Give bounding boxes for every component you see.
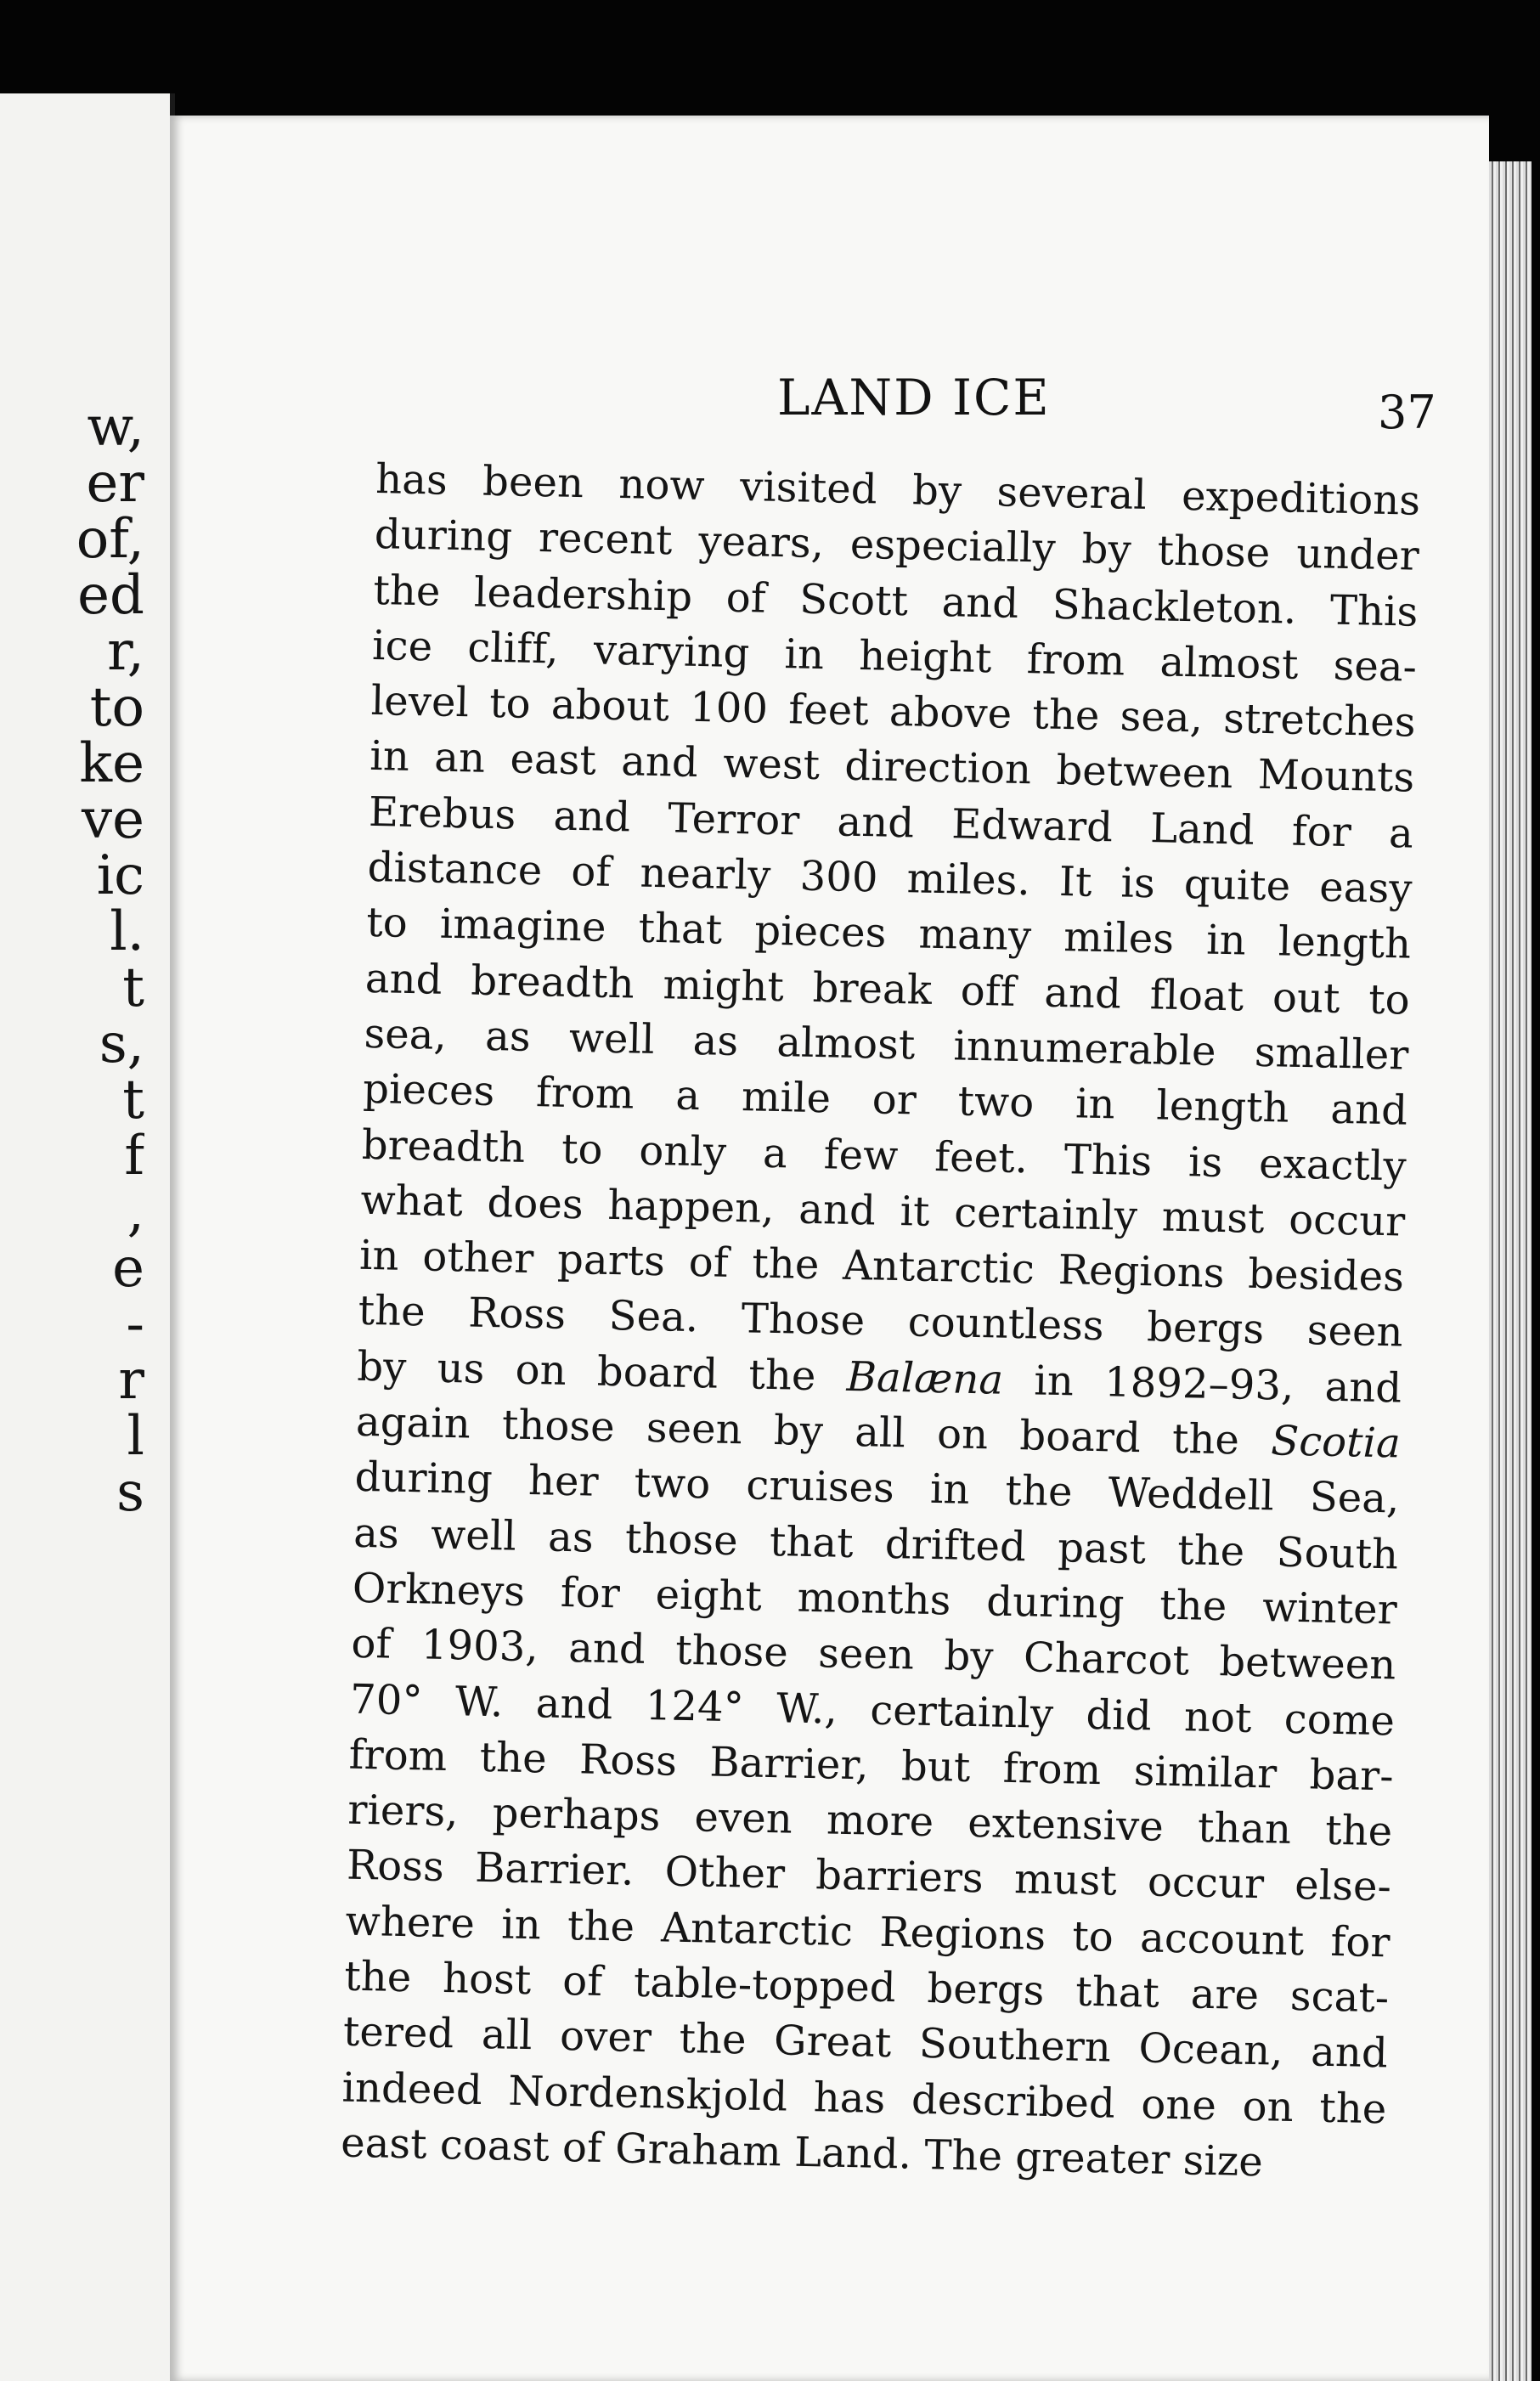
previous-page-fragment: e bbox=[112, 1240, 144, 1296]
previous-page-fragment: r bbox=[118, 1352, 144, 1408]
text-line: 70° W. and 124° W., certainly did not come bbox=[349, 1675, 1396, 1745]
previous-page-fragment: l bbox=[127, 1408, 144, 1464]
previous-page-fragment: s bbox=[116, 1464, 144, 1521]
previous-page-fragment: ed bbox=[77, 567, 144, 623]
text-line: level to about 100 feet above the sea, stretches bbox=[370, 677, 1417, 747]
previous-page-fragment: s, bbox=[99, 1016, 144, 1072]
text-line: pieces from a mile or two in length and bbox=[362, 1065, 1408, 1135]
text-segment: by us on board the bbox=[356, 1342, 817, 1400]
page-number: 37 bbox=[1378, 386, 1436, 439]
previous-page-line-fragments bbox=[0, 399, 144, 1521]
text-line: during recent years, especially by those under bbox=[374, 511, 1420, 581]
previous-page-fragment: ke bbox=[79, 736, 144, 792]
text-line: as well as those that drifted past the South bbox=[353, 1509, 1399, 1579]
text-line: the host of table-topped bergs that are scat- bbox=[343, 1952, 1390, 2023]
page-body-text bbox=[341, 452, 1421, 2193]
text-line: has been now visited by several expeditions bbox=[375, 454, 1421, 525]
text-line: during her two cruises in the Weddell Sea, bbox=[354, 1453, 1401, 1523]
previous-page-fragment: , bbox=[127, 1184, 144, 1240]
ship-name-scotia: Scotia bbox=[1270, 1417, 1402, 1468]
text-line: Orkneys for eight months during the winter bbox=[352, 1564, 1398, 1634]
text-line: where in the Antarctic Regions to account for bbox=[345, 1897, 1391, 1967]
text-line: of 1903, and those seen by Charcot between bbox=[351, 1619, 1396, 1690]
text-line: Ross Barrier. Other barriers must occur else- bbox=[346, 1842, 1392, 1911]
running-head: LAND ICE bbox=[777, 369, 1051, 426]
previous-page-fragment: t bbox=[122, 960, 144, 1016]
previous-page-fragment: to bbox=[89, 680, 144, 736]
previous-page-fragment: of, bbox=[76, 511, 144, 567]
previous-page-fragment: er bbox=[86, 455, 144, 511]
text-line: ice cliff, varying in height from almost sea- bbox=[371, 621, 1418, 691]
text-line: in other parts of the Antarctic Regions besides bbox=[358, 1231, 1405, 1301]
ship-name-balaena: Balæna bbox=[846, 1352, 1004, 1404]
text-line: to imagine that pieces many miles in length bbox=[365, 899, 1412, 969]
text-segment: again those seen by all on board the bbox=[355, 1397, 1240, 1464]
previous-page-edge bbox=[0, 93, 175, 2381]
text-line: sea, as well as almost innumerable smaller bbox=[364, 1009, 1409, 1080]
text-line: the Ross Sea. Those countless bergs seen bbox=[358, 1287, 1404, 1357]
text-line: riers, perhaps even more extensive than the bbox=[347, 1786, 1393, 1856]
previous-page-fragment: ve bbox=[81, 792, 144, 848]
previous-page-fragment: - bbox=[126, 1296, 144, 1352]
text-line: breadth to only a few feet. This is exactly bbox=[361, 1120, 1407, 1191]
text-line: and breadth might break off and float out to bbox=[364, 954, 1411, 1024]
book-page bbox=[170, 116, 1489, 2381]
text-line: in an east and west direction between Mounts bbox=[369, 732, 1415, 803]
previous-page-fragment: t bbox=[122, 1072, 144, 1128]
previous-page-fragment: r, bbox=[107, 623, 144, 680]
text-line: the leadership of Scott and Shackleton. This bbox=[373, 566, 1419, 636]
text-line: Erebus and Terror and Edward Land for a bbox=[368, 787, 1414, 858]
text-line: indeed Nordenskjold has described one on the bbox=[341, 2063, 1387, 2133]
previous-page-fragment: ic bbox=[96, 848, 144, 904]
text-segment: in 1892–93, and bbox=[1033, 1357, 1402, 1413]
previous-page-fragment: f bbox=[124, 1128, 144, 1184]
text-line: tered all over the Great Southern Ocean, and bbox=[342, 2007, 1389, 2078]
previous-page-fragment: l. bbox=[110, 904, 144, 960]
text-line: distance of nearly 300 miles. It is quite easy bbox=[367, 843, 1413, 913]
previous-page-fragment: w, bbox=[87, 399, 144, 455]
text-line: what does happen, and it certainly must occur bbox=[359, 1176, 1406, 1246]
text-line: from the Ross Barrier, but from similar bar- bbox=[348, 1730, 1395, 1801]
text-line: east coast of Graham Land. The greater size bbox=[340, 2119, 1264, 2186]
page-edges bbox=[1489, 161, 1532, 2381]
